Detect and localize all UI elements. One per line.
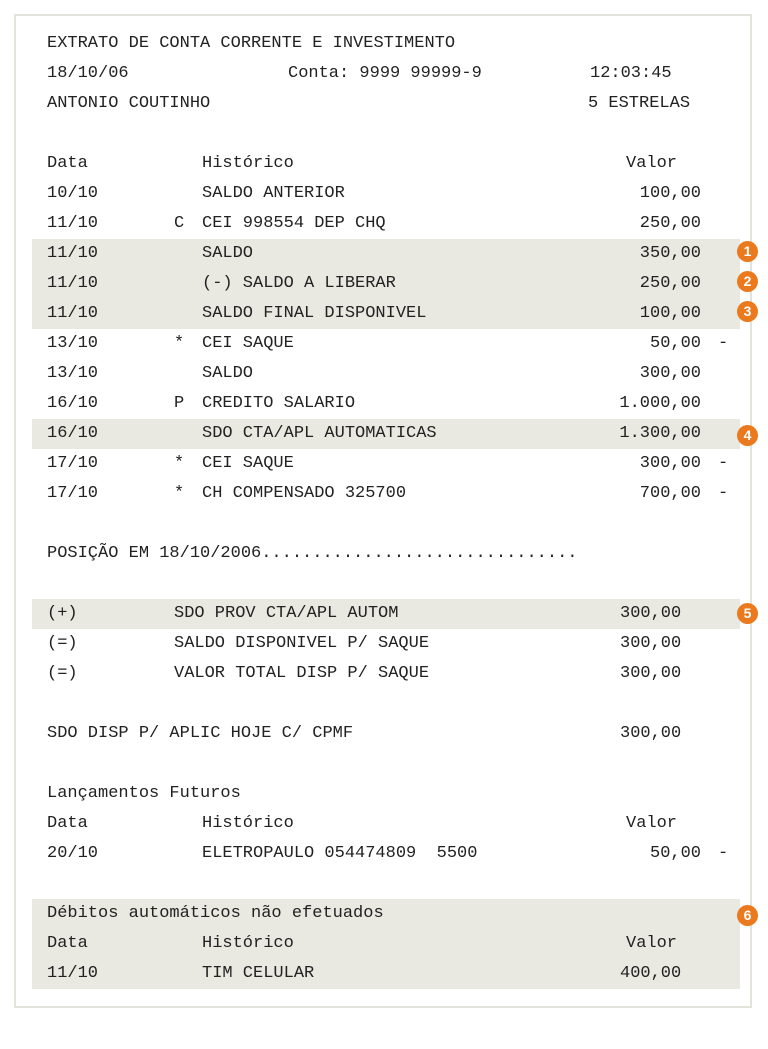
entry-description: CREDITO SALARIO: [202, 394, 356, 413]
position-code: (=): [47, 664, 78, 683]
entry-description: CEI SAQUE: [202, 334, 294, 353]
statement-date: 18/10/06: [47, 64, 129, 83]
future-entry-date: 20/10: [47, 844, 99, 863]
entry-value: 700,00: [639, 484, 702, 503]
entry-row: [32, 179, 740, 209]
position-value: 300,00: [620, 604, 682, 623]
entry-sign: -: [718, 334, 729, 353]
future-column-value: Valor: [626, 814, 678, 833]
column-value: Valor: [626, 154, 678, 173]
entry-row: [32, 479, 740, 509]
entry-description: CH COMPENSADO 325700: [202, 484, 407, 503]
callout-badge-1: 1: [737, 241, 758, 262]
column-description: Histórico: [202, 154, 294, 173]
entry-sign: -: [718, 484, 729, 503]
apply-today-row: [32, 719, 740, 749]
position-description: SALDO DISPONIVEL P/ SAQUE: [174, 634, 430, 653]
entry-date: 17/10: [47, 484, 99, 503]
future-entry-row: [32, 839, 740, 869]
entry-description: SALDO FINAL DISPONIVEL: [202, 304, 427, 323]
apply-today-label: SDO DISP P/ APLIC HOJE C/ CPMF: [47, 724, 354, 743]
callout-badge-5: 5: [737, 603, 758, 624]
entry-date: 13/10: [47, 364, 99, 383]
callout-badge-6: 6: [737, 905, 758, 926]
apply-today-value: 300,00: [620, 724, 682, 743]
entry-date: 13/10: [47, 334, 99, 353]
entry-row: [32, 209, 740, 239]
position-detail-row: [32, 629, 740, 659]
failed-debit-value: 400,00: [620, 964, 682, 983]
entry-date: 16/10: [47, 394, 99, 413]
entry-value: 1.300,00: [619, 424, 702, 443]
entry-mark: C: [174, 214, 185, 233]
position-value: 300,00: [620, 634, 682, 653]
client-name: ANTONIO COUTINHO: [47, 94, 211, 113]
position-code: (+): [47, 604, 78, 623]
entry-date: 10/10: [47, 184, 99, 203]
entry-description: SALDO: [202, 364, 254, 383]
entry-value: 50,00: [650, 334, 702, 353]
entry-value: 100,00: [639, 304, 702, 323]
entry-date: 16/10: [47, 424, 99, 443]
entry-description: SALDO ANTERIOR: [202, 184, 345, 203]
entry-mark: *: [174, 484, 185, 503]
failed-column-value: Valor: [626, 934, 678, 953]
position-description: SDO PROV CTA/APL AUTOM: [174, 604, 399, 623]
entry-row: [32, 389, 740, 419]
entry-value: 300,00: [639, 454, 702, 473]
statement-time: 12:03:45: [590, 64, 672, 83]
future-entry-sign: -: [718, 844, 729, 863]
entry-row: [32, 419, 740, 449]
future-entry-value: 50,00: [650, 844, 702, 863]
entry-value: 350,00: [639, 244, 702, 263]
statement-header-client-row: [32, 89, 740, 119]
position-detail-row: [32, 599, 740, 629]
entry-mark: P: [174, 394, 185, 413]
entry-date: 11/10: [47, 214, 99, 233]
failed-debits-title: Débitos automáticos não efetuados: [47, 904, 384, 923]
position-code: (=): [47, 634, 78, 653]
entry-value: 100,00: [639, 184, 702, 203]
position-row: [32, 539, 740, 569]
entry-row: [32, 329, 740, 359]
statement-header-account-row: [32, 59, 740, 89]
failed-debit-date: 11/10: [47, 964, 99, 983]
failed-column-description: Histórico: [202, 934, 294, 953]
future-entries-headings: [32, 809, 740, 839]
future-column-description: Histórico: [202, 814, 294, 833]
entry-mark: *: [174, 454, 185, 473]
entry-mark: *: [174, 334, 185, 353]
entry-row: [32, 269, 740, 299]
entry-row: [32, 449, 740, 479]
failed-debits-headings: [32, 929, 740, 959]
entry-date: 11/10: [47, 304, 99, 323]
statement-title: EXTRATO DE CONTA CORRENTE E INVESTIMENTO: [47, 34, 456, 53]
entries-column-headings: [32, 149, 740, 179]
position-value: 300,00: [620, 664, 682, 683]
failed-debits-title-row: [32, 899, 740, 929]
entry-date: 17/10: [47, 454, 99, 473]
future-column-date: Data: [47, 814, 88, 833]
entry-value: 300,00: [639, 364, 702, 383]
position-description: VALOR TOTAL DISP P/ SAQUE: [174, 664, 430, 683]
entry-value: 250,00: [639, 214, 702, 233]
account-number: Conta: 9999 99999-9: [288, 64, 482, 83]
entry-row: [32, 299, 740, 329]
entry-value: 1.000,00: [619, 394, 702, 413]
future-entry-description: ELETROPAULO 054474809 5500: [202, 844, 478, 863]
column-date: Data: [47, 154, 88, 173]
entry-row: [32, 239, 740, 269]
client-segment: 5 ESTRELAS: [588, 94, 691, 113]
entry-date: 11/10: [47, 274, 99, 293]
entry-sign: -: [718, 454, 729, 473]
callout-badge-3: 3: [737, 301, 758, 322]
entry-description: (-) SALDO A LIBERAR: [202, 274, 396, 293]
position-detail-row: [32, 659, 740, 689]
entry-date: 11/10: [47, 244, 99, 263]
entry-description: CEI 998554 DEP CHQ: [202, 214, 386, 233]
future-entries-title-row: [32, 779, 740, 809]
callout-badge-4: 4: [737, 425, 758, 446]
statement-header-title-row: [32, 29, 740, 59]
position-label: POSIÇÃO EM 18/10/2006...............................: [47, 544, 578, 563]
failed-debit-row: [32, 959, 740, 989]
entry-description: SALDO: [202, 244, 254, 263]
failed-column-date: Data: [47, 934, 88, 953]
callout-badge-2: 2: [737, 271, 758, 292]
future-entries-title: Lançamentos Futuros: [47, 784, 241, 803]
failed-debit-description: TIM CELULAR: [202, 964, 315, 983]
entry-value: 250,00: [639, 274, 702, 293]
entry-description: CEI SAQUE: [202, 454, 294, 473]
entry-description: SDO CTA/APL AUTOMATICAS: [202, 424, 437, 443]
entry-row: [32, 359, 740, 389]
